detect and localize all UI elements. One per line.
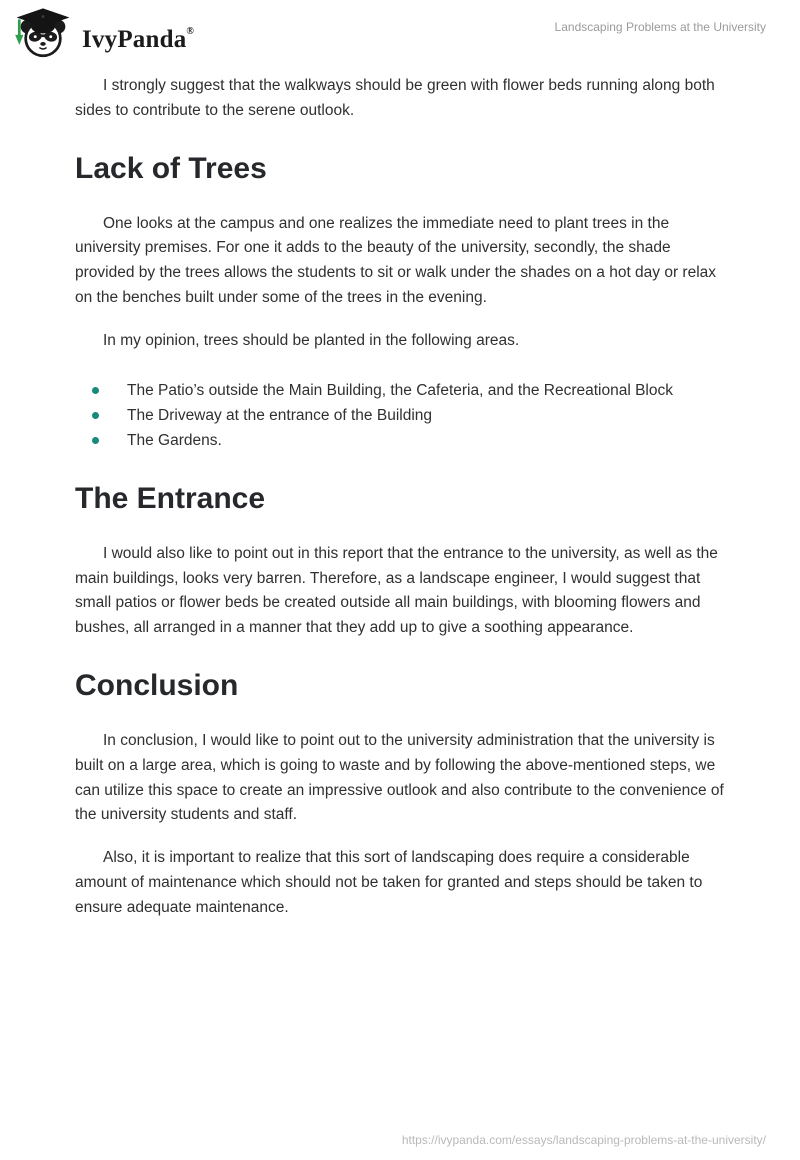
- brand-name: [82, 27, 194, 52]
- section-heading-the-entrance: The Entrance: [75, 481, 266, 515]
- document-title: Landscaping Problems at the University: [554, 20, 766, 34]
- section-heading-conclusion: Conclusion: [75, 668, 239, 702]
- list-item: The Patio’s outside the Main Building, the Cafeteria, and the Recreational Block: [75, 378, 725, 403]
- paragraph: In my opinion, trees should be planted in the following areas.: [103, 331, 520, 349]
- document-content: [75, 60, 725, 921]
- page-header: [0, 0, 800, 60]
- paragraph: I would also like to point out in this report that the entrance to the university, as well as the main buildings, looks very barren. Therefore, as a landscape engineer, I would suggest that small patios or flower beds be created outside all main buildings, with blooming flowers and bushes, all arranged in a manner that they add up to give a soothing appearance.: [75, 544, 718, 637]
- tree-locations-list: [75, 378, 725, 454]
- source-url: https://ivypanda.com/essays/landscaping-problems-at-the-university/: [401, 1133, 766, 1147]
- ivypanda-panda-logo-icon: [12, 6, 74, 60]
- brand: [12, 6, 194, 60]
- registered-mark: ®: [186, 25, 195, 37]
- paragraph: In conclusion, I would like to point out to the university administration that the university is built on a large area, which is going to waste and by following the above-mentioned steps, we can utilize this space to create an impressive outlook and also contribute to the convenience of the university students and staff.: [75, 731, 724, 824]
- paragraph: Also, it is important to realize that this sort of landscaping does require a considerable amount of maintenance which should not be taken for granted and steps should be taken to ensure adequate maintenance.: [75, 849, 703, 916]
- paragraph: One looks at the campus and one realizes the immediate need to plant trees in the university premises. For one it adds to the beauty of the university, secondly, the shade provided by the trees allows the students to sit or walk under the shades on a hot day or relax on the benches built under some of the trees in the evening.: [75, 214, 717, 306]
- section-heading-lack-of-trees: Lack of Trees: [75, 151, 267, 185]
- intro-paragraph: I strongly suggest that the walkways should be green with flower beds running along both sides to contribute to the serene outlook.: [75, 77, 715, 119]
- brand-name-text: IvyPanda: [82, 25, 187, 53]
- list-item: The Gardens.: [75, 428, 725, 453]
- list-item: The Driveway at the entrance of the Building: [75, 403, 725, 428]
- page-footer: [402, 1133, 766, 1147]
